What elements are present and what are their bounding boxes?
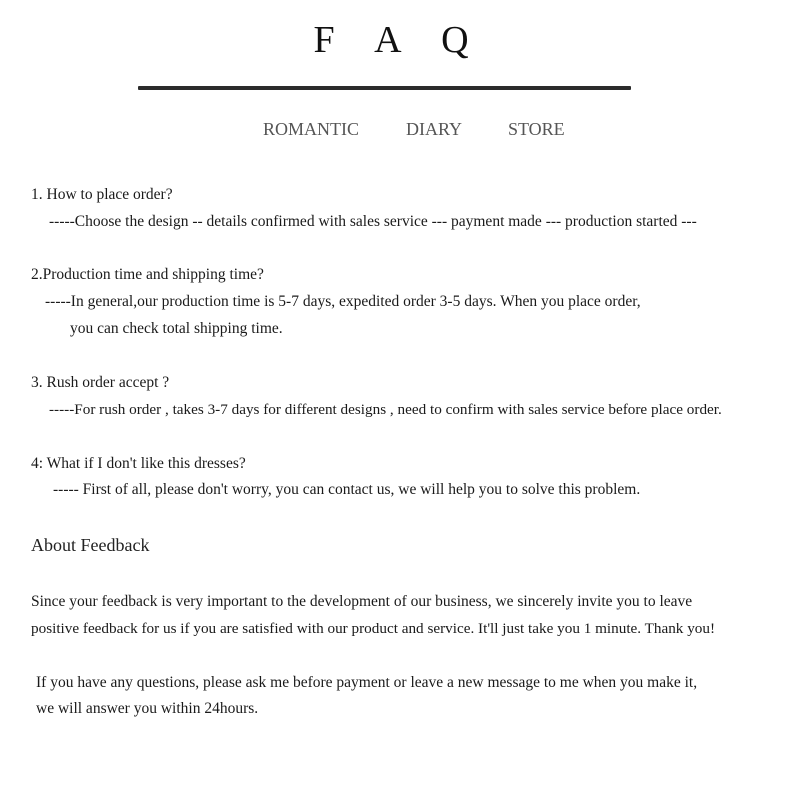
faq-question: 4: What if I don't like this dresses? [31,455,246,472]
title-letter: A [374,19,402,61]
faq-answer: -----For rush order , takes 3-7 days for different designs , need to confirm with sales service before place order. [49,401,722,418]
contact-note-line: If you have any questions, please ask me before payment or leave a new message to me when you make it, [36,674,698,691]
page-title [0,18,782,62]
faq-question: 1. How to place order? [31,186,173,203]
faq-answer: you can check total shipping time. [70,320,283,337]
faq-answer: -----Choose the design -- details confirmed with sales service --- payment made --- production started --- [49,213,697,230]
title-letter: Q [441,19,469,61]
faq-question: 3. Rush order accept ? [31,374,170,391]
faq-answer: -----In general,our production time is 5-7 days, expedited order 3-5 days. When you place order, [45,293,641,310]
feedback-heading: About Feedback [31,535,150,555]
title-divider [138,86,631,90]
faq-question: 2.Production time and shipping time? [31,266,264,283]
nav-item-diary[interactable]: DIARY [406,119,463,139]
title-letter: F [313,19,335,61]
faq-answer: ----- First of all, please don't worry, you can contact us, we will help you to solve this problem. [53,481,641,498]
nav-item-store[interactable]: STORE [508,119,565,139]
nav-item-romantic[interactable]: ROMANTIC [263,119,360,139]
feedback-paragraph-line: positive feedback for us if you are satisfied with our product and service. It'll just take you 1 minute. Thank you! [31,620,716,637]
feedback-paragraph-line: Since your feedback is very important to the development of our business, we sincerely invite you to leave [31,593,693,610]
contact-note-line: we will answer you within 24hours. [36,700,259,717]
